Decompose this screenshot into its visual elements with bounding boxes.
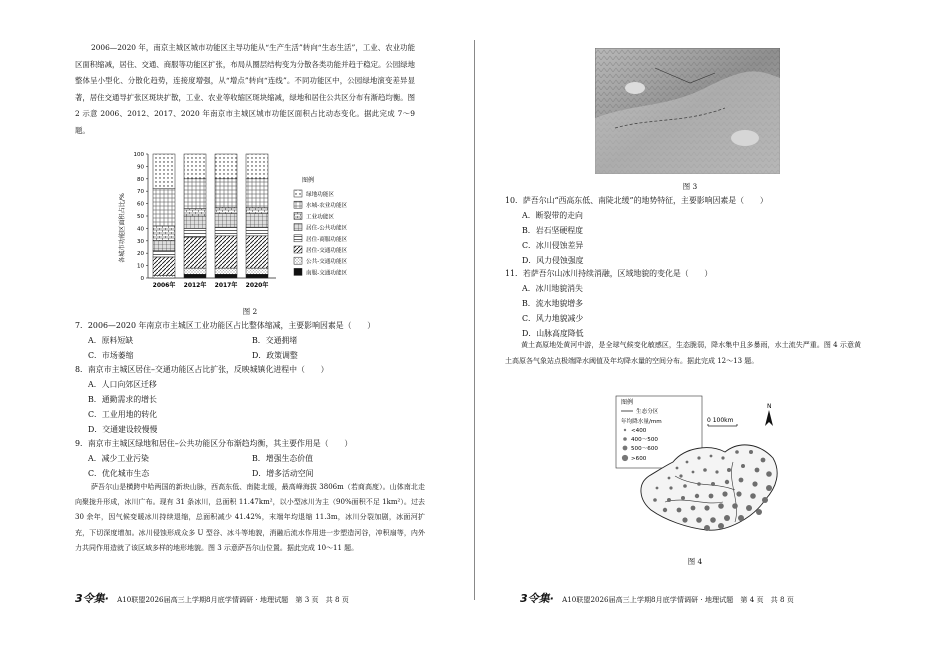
- station-dot: [761, 458, 766, 463]
- question-7-option-b[interactable]: B．交通拥堵: [252, 336, 298, 345]
- question-8-option-a[interactable]: A．人口向郊区迁移: [88, 380, 157, 389]
- station-dot: [681, 496, 685, 500]
- chart-legend-swatch: [294, 246, 302, 253]
- question-8-stem: 8．南京市主城区居住–交通功能区占比扩张，反映城镇化进程中（ ）: [75, 365, 329, 374]
- station-dot: [749, 450, 753, 454]
- station-dot: [766, 471, 772, 477]
- station-dot: [653, 498, 657, 502]
- question-10-option-c[interactable]: C．冰川侵蚀差异: [522, 241, 584, 250]
- chart-bar-segment: [153, 154, 175, 189]
- chart-y-axis-label: 各城市功能区面积占比/%: [119, 193, 126, 263]
- station-dot: [697, 482, 701, 486]
- chart-legend-swatch: [294, 257, 302, 264]
- fig4-legend-title: 图例: [621, 399, 634, 406]
- figure-4-caption: 图 4: [687, 557, 703, 566]
- chart-bar-segment: [153, 226, 175, 241]
- intro-paragraph-q12-13: 黄土高原地处黄河中游，是全球气候变化敏感区，生态脆弱，降水集中且多暴雨，水土流失严重。图 4 示意黄土高原各气象站点极端降水阈值及年均降水量的空间分布。据此完成 12～13 题。: [505, 341, 861, 365]
- question-7-option-c[interactable]: C．市场萎缩: [88, 351, 134, 360]
- chart-legend-swatch: [294, 190, 302, 197]
- chart-legend-swatch: [294, 201, 302, 208]
- station-dot: [752, 481, 757, 486]
- station-dot: [696, 517, 702, 523]
- station-dot: [710, 517, 716, 523]
- fig4-legend-item-1: <400: [631, 428, 647, 434]
- chart-bar-segment: [246, 154, 268, 179]
- chart-bar-segment: [215, 214, 237, 228]
- fig4-scale-label: 0 100km: [707, 417, 734, 424]
- station-dot: [669, 486, 672, 489]
- chart-bar-segment: [184, 154, 206, 179]
- station-dot: [762, 497, 768, 503]
- chart-bar-segment: [184, 274, 206, 278]
- chart-legend-swatch: [294, 268, 302, 275]
- station-dot: [739, 478, 744, 483]
- fig4-legend-precip: 年均降水量/mm: [621, 419, 662, 425]
- intro-paragraph-q7-9: 2006—2020 年，南京主城区城市功能区主导功能从“生产生活”转向“生态生活”，工业、农业功能区面积缩减，居住、交通、商服等功能区扩张，布局从圈层结构变为分散各类功能并趋于稳定。公园绿地整体呈小型化、分散化趋势，连接度增强，从“增点”转向“连线”。不同功能区中，公园绿地演变差异显著，居住交通导扩张区斑块扩散，工业、农业等收缩区斑块缩减，绿地和居住公共区分布有渐趋均衡。图 2 示意 2006、2012、2017、2020 年南京市主城区城市功能区面积占比动态变化。据此完成 7～9 题。: [75, 43, 415, 135]
- station-dot: [709, 494, 714, 499]
- question-10-option-b[interactable]: B．岩石坚硬程度: [522, 226, 584, 235]
- chart-bar-segment: [215, 274, 237, 278]
- station-dot: [766, 485, 772, 491]
- chart-x-tick-label: 2012年: [183, 282, 207, 289]
- station-dot: [656, 487, 659, 490]
- question-11-stem: 11．若萨吾尔山冰川持续消融，区域地貌的变化是（ ）: [505, 269, 713, 278]
- chart-y-tick-label: 30: [137, 238, 144, 245]
- station-dot: [695, 494, 699, 498]
- chart-legend-label: 公共-交通功能区: [306, 259, 348, 266]
- chart-bar-segment: [215, 154, 237, 179]
- question-8-option-d[interactable]: D．交通建设较慢慢: [88, 425, 158, 434]
- chart-y-tick-label: 20: [137, 251, 144, 258]
- chart-bar-segment: [184, 179, 206, 209]
- brand-logo: 3令集·: [520, 592, 554, 605]
- chart-x-tick-label: 2017年: [214, 282, 238, 289]
- chart-y-tick-label: 10: [137, 263, 144, 270]
- chart-bar-segment: [246, 274, 268, 278]
- question-11-option-c[interactable]: C．风力地貌减少: [522, 314, 584, 323]
- chart-y-tick-label: 50: [137, 214, 144, 220]
- chart-bar-segment: [184, 268, 206, 274]
- chart-bar-segment: [153, 241, 175, 251]
- right-footer-text: A10联盟2026届高三上学期8月底学情调研 · 地理试题 第 4 页 共 8 页: [562, 595, 794, 604]
- question-7-option-d[interactable]: D．政策调整: [252, 351, 298, 360]
- question-9-stem: 9．南京市主城区绿地和居住–公共功能区分布渐趋均衡，其主要作用是（ ）: [75, 439, 353, 448]
- chart-bar-segment: [153, 251, 175, 257]
- chart-bar-segment: [153, 276, 175, 278]
- chart-bar-segment: [215, 268, 237, 274]
- question-10-stem: 10．萨吾尔山“西高东低、南陡北缓”的地势特征，主要影响因素是（ ）: [505, 196, 768, 205]
- brand-logo: 3令集·: [75, 592, 109, 605]
- station-dot: [704, 505, 709, 510]
- chart-bar-segment: [246, 227, 268, 236]
- question-7-stem: 7．2006—2020 年南京市主城区工业功能区占比整体缩减，主要影响因素是（ ）: [75, 321, 376, 330]
- station-dot: [755, 468, 760, 473]
- station-dot: [683, 484, 687, 488]
- fig4-legend-item-4: >600: [631, 456, 647, 462]
- chart-y-tick-label: 0: [140, 276, 144, 282]
- station-dot: [710, 455, 713, 458]
- fig4-north-label: N: [767, 403, 772, 410]
- chart-x-tick-label: 2020年: [245, 282, 269, 289]
- station-dot: [724, 515, 730, 521]
- chart-bar-segment: [246, 236, 268, 268]
- station-dot: [682, 517, 687, 522]
- station-dot: [741, 464, 745, 468]
- station-dot: [676, 467, 679, 470]
- station-dot: [679, 474, 682, 477]
- station-dot: [725, 480, 729, 484]
- chart-legend-label: 南服-交通功能区: [306, 270, 348, 277]
- chart-legend-label: 工业功能区: [306, 214, 334, 221]
- chart-y-tick-label: 60: [137, 201, 144, 208]
- station-dot: [738, 515, 744, 521]
- station-dot: [663, 508, 667, 512]
- chart-y-tick-label: 90: [137, 164, 144, 171]
- question-9-option-b[interactable]: B．增强生态价值: [252, 454, 314, 463]
- chart-bar-segment: [215, 227, 237, 236]
- chart-legend-swatch: [294, 224, 302, 231]
- chart-y-tick-label: 100: [133, 152, 144, 158]
- chart-bar-segment: [184, 237, 206, 268]
- figure-3-caption: 图 3: [682, 182, 698, 191]
- station-dot: [756, 509, 762, 515]
- station-dot: [746, 505, 752, 511]
- fig4-legend-item-3: 500～600: [631, 446, 658, 452]
- station-dot: [704, 525, 710, 531]
- figure-3-relief-map: [595, 48, 780, 174]
- station-dot: [668, 477, 671, 480]
- chart-bar-segment: [215, 207, 237, 213]
- left-footer-text: A10联盟2026届高三上学期8月底学情调研 · 地理试题 第 3 页 共 8 页: [117, 595, 349, 604]
- figure-2-stacked-bar-chart: [110, 148, 390, 296]
- station-dot: [718, 523, 724, 529]
- chart-bar-segment: [184, 216, 206, 228]
- figure-2-caption: 图 2: [242, 307, 258, 316]
- station-dot: [697, 456, 700, 459]
- chart-bar-segment: [215, 236, 237, 268]
- station-dot: [691, 506, 696, 511]
- intro-paragraph-q10-11: 萨吾尔山是横跨中哈两国的新块山脉，西高东低、南陡北缓，最高峰海拔 3806m（若商高度）。山体南北走向聚拢升形成，冰川广布。现有 31 条冰川，总面积 11.47km²，以小型冰川为主（90%面积不足 1km²）。过去 30 余年，因气候变暖冰川持续退缩，总面积减少 41.42%，末端年均退缩 11.3m，冰川分裂加剧，冰面河扩充，下切深度增加。冰川侵蚀形成众多 U 型谷、冰斗等地貌，消融后流水作用进一步塑造河谷，冲积扇等，内外力共同作用造就了该区域多样的地形地貌。图 3 示意萨吾尔山位置。据此完成 10～11 题。: [75, 483, 425, 552]
- chart-legend-label: 水城-农业功能区: [306, 203, 348, 210]
- station-dot: [711, 482, 715, 486]
- chart-bar-segment: [184, 228, 206, 237]
- chart-legend-label: 居住-公共功能区: [306, 225, 348, 232]
- question-9-option-a[interactable]: A．减少工业污染: [88, 454, 149, 463]
- chart-legend-label: 绿地功能区: [306, 192, 334, 198]
- station-dot: [692, 471, 695, 474]
- right-page: [475, 0, 950, 646]
- station-dot: [721, 456, 724, 459]
- chart-y-tick-label: 40: [137, 226, 144, 233]
- chart-bar-segment: [246, 207, 268, 213]
- station-dot: [722, 491, 727, 496]
- chart-legend-swatch: [294, 235, 302, 242]
- question-7-option-a[interactable]: A．原料短缺: [88, 336, 134, 345]
- chart-bar-segment: [246, 268, 268, 274]
- question-8-option-c[interactable]: C．工业用地的转化: [88, 410, 158, 419]
- question-11-option-d[interactable]: D．山脉高度降低: [522, 329, 584, 338]
- station-dot: [732, 503, 738, 509]
- question-11-option-a[interactable]: A．冰川地貌消失: [522, 284, 583, 293]
- question-10-option-d[interactable]: D．风力侵蚀强度: [522, 256, 584, 265]
- station-dot: [735, 450, 739, 454]
- station-dot: [715, 470, 718, 473]
- figure-4-precipitation-map: [615, 392, 785, 544]
- question-10-option-a[interactable]: A．断裂带的走向: [522, 211, 583, 220]
- station-dot: [718, 503, 724, 509]
- chart-y-tick-label: 80: [137, 176, 144, 183]
- chart-bar-segment: [215, 179, 237, 208]
- chart-bar-segment: [153, 189, 175, 226]
- station-dot: [736, 491, 741, 496]
- station-dot: [686, 461, 689, 464]
- station-dot: [667, 498, 671, 502]
- chart-bar-segment: [246, 214, 268, 228]
- chart-bar-segment: [153, 257, 175, 276]
- north-arrow-icon: [765, 410, 773, 426]
- question-9-option-d[interactable]: D．增多活动空间: [252, 469, 314, 478]
- fig4-legend-zone: 生态分区: [636, 409, 659, 415]
- station-dot: [727, 468, 731, 472]
- chart-legend-swatch: [294, 212, 302, 219]
- chart-x-tick-label: 2006年: [152, 282, 176, 289]
- question-11-option-b[interactable]: B．流水地貌增多: [522, 299, 584, 308]
- station-dot: [677, 508, 682, 513]
- chart-legend-label: 居住-交通功能区: [306, 248, 348, 254]
- station-dot: [750, 493, 756, 499]
- chart-y-tick-label: 70: [137, 189, 144, 196]
- chart-bar-segment: [184, 209, 206, 216]
- question-9-option-c[interactable]: C．优化城市生态: [88, 469, 150, 478]
- right-page-footer: [520, 590, 794, 606]
- question-8-option-b[interactable]: B．通勤需求的增长: [88, 395, 157, 404]
- chart-legend-label: 居住-商服功能区: [306, 236, 348, 243]
- station-dot: [703, 468, 707, 472]
- left-page-footer: [75, 590, 349, 606]
- chart-legend-title: 图例: [302, 177, 315, 184]
- chart-bar-segment: [246, 179, 268, 208]
- fig4-legend-item-2: 400～500: [631, 437, 658, 443]
